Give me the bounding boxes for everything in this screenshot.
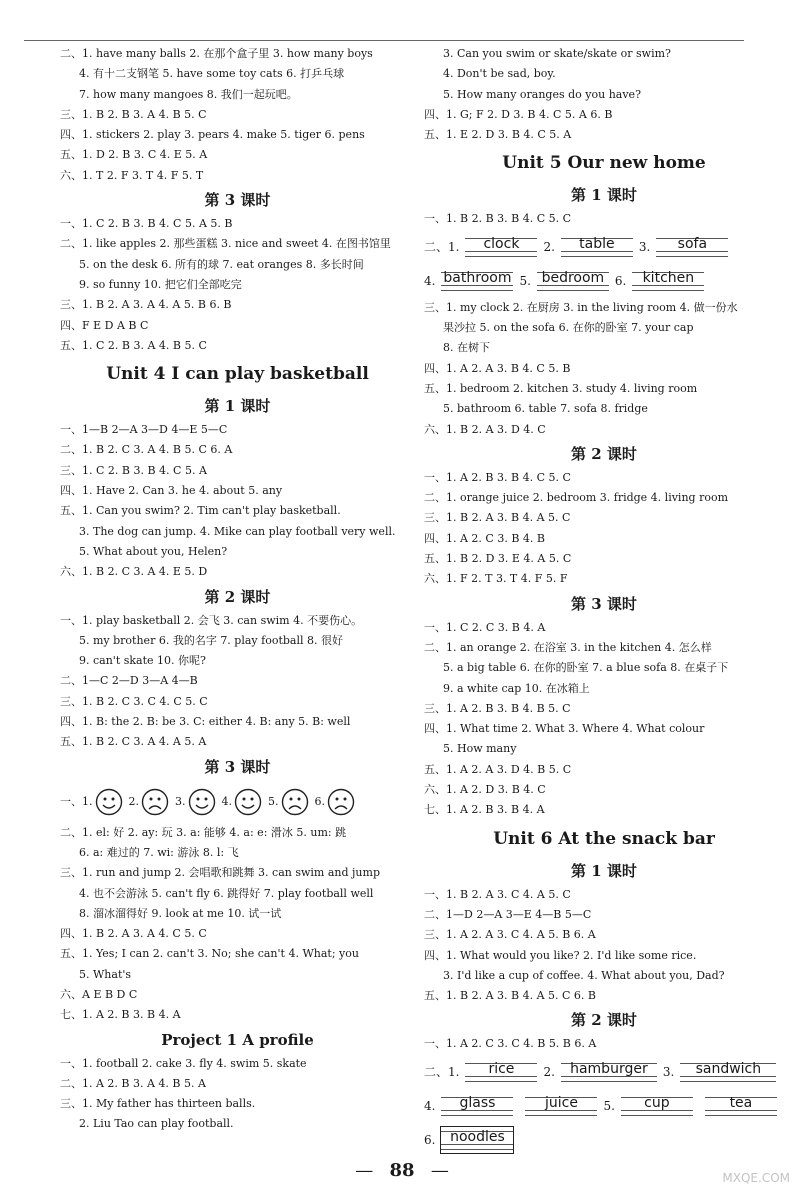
answer-line: 六、1. F 2. T 3. T 4. F 5. F: [424, 572, 568, 586]
answer-line: 六、1. B 2. C 3. A 4. E 5. D: [60, 565, 208, 579]
project-title: Project 1 A profile: [161, 1030, 314, 1049]
handwriting-word-text: bedroom: [541, 269, 605, 286]
answer-line: 三、1. A 2. B 3. B 4. B 5. C: [424, 701, 571, 715]
handwriting-word-text: rice: [488, 1060, 515, 1077]
handwriting-row: [424, 230, 784, 264]
answer-line: 四、1. What time 2. What 3. Where 4. What colour: [424, 722, 705, 736]
sad-face-icon: [141, 788, 169, 816]
answer-line: 二、1. el: 好 2. ay: 玩 3. a: 能够 4. a: e: 滑冰 5. um: 跳: [60, 825, 347, 839]
answer-line: 五、1. B 2. A 3. B 4. A 5. C 6. B: [424, 989, 596, 1003]
handwriting-word: [656, 234, 728, 260]
lesson-heading: 第 2 课时: [571, 1011, 637, 1030]
answer-line: 四、1. What would you like? 2. I'd like some rice.: [424, 948, 697, 962]
answer-line: 四、1. A 2. C 3. B 4. B: [424, 531, 545, 545]
answer-line: 8. 溜冰溜得好 9. look at me 10. 试一试: [79, 906, 282, 920]
handwriting-word-text: noodles: [450, 1128, 505, 1145]
answer-line: 六、1. T 2. F 3. T 4. F 5. T: [60, 168, 204, 182]
lesson-heading: 第 2 课时: [204, 587, 271, 606]
answer-line: 一、1. B 2. A 3. C 4. A 5. C: [424, 887, 571, 901]
answer-line: 8. 在树下: [443, 341, 490, 355]
answer-line: 一、1. B 2. B 3. B 4. C 5. C: [424, 212, 572, 226]
handwriting-row: [424, 1123, 784, 1157]
answer-line: 7. how many mangoes 8. 我们一起玩吧。: [79, 87, 298, 101]
handwriting-word: [632, 268, 704, 294]
lesson-heading: 第 3 课时: [204, 191, 271, 210]
answer-line: 一、1. A 2. C 3. C 4. B 5. B 6. A: [424, 1037, 597, 1051]
unit-title: Unit 4 I can play basketball: [106, 364, 369, 385]
answer-line: 三、1. B 2. C 3. C 4. C 5. C: [60, 694, 208, 708]
handwriting-word: [441, 1127, 513, 1153]
handwriting-word-text: sofa: [677, 235, 708, 252]
handwriting-word: [441, 1093, 513, 1119]
handwriting-word-text: cup: [644, 1094, 670, 1111]
answer-line: 六、A E B D C: [60, 987, 138, 1001]
answer-number: 2.: [543, 239, 555, 254]
answer-line: 三、1. run and jump 2. 会唱歌和跳舞 3. can swim and jump: [60, 866, 380, 880]
sad-face-icon: [327, 788, 355, 816]
face-answer-line: [60, 781, 415, 823]
lesson-heading: 第 2 课时: [571, 444, 637, 463]
answer-line: 七、1. A 2. B 3. B 4. A: [60, 1008, 181, 1022]
answer-number: 二、1.: [424, 240, 460, 255]
answer-line: 五、1. B 2. D 3. E 4. A 5. C: [424, 552, 572, 566]
handwriting-word: [621, 1093, 693, 1119]
footer-dash-left: —: [355, 1160, 374, 1181]
handwriting-word: [465, 1059, 537, 1085]
answer-line: 三、1. B 2. B 3. A 4. B 5. C: [60, 107, 207, 121]
answer-number: 4.: [221, 794, 232, 808]
handwriting-word-text: clock: [483, 235, 520, 252]
answer-line: 一、1—B 2—A 3—D 4—E 5—C: [60, 423, 228, 437]
answer-number: 6.: [424, 1132, 436, 1147]
sad-face-icon: [281, 788, 309, 816]
lesson-heading: 第 1 课时: [204, 397, 271, 416]
handwriting-word: [465, 234, 537, 260]
lesson-heading: 第 1 课时: [571, 861, 637, 880]
answer-line: 四、1. B: the 2. B: be 3. C: either 4. B: any 5. B: well: [60, 715, 351, 729]
answer-line: 二、1. like apples 2. 那些蛋糕 3. nice and sweet 4. 在图书馆里: [60, 237, 391, 251]
answer-line: 四、1. stickers 2. play 3. pears 4. make 5. tiger 6. pens: [60, 128, 365, 142]
answer-line: 3. Can you swim or skate/skate or swim?: [443, 47, 671, 60]
answer-line: 5. a big table 6. 在你的卧室 7. a blue sofa 8. 在桌子下: [443, 661, 729, 675]
answer-line: 四、1. G; F 2. D 3. B 4. C 5. A 6. B: [424, 107, 613, 121]
top-rule: [24, 40, 744, 41]
answer-number: 二、1.: [424, 1065, 460, 1080]
handwriting-word: [561, 234, 633, 260]
handwriting-word-text: juice: [544, 1094, 578, 1111]
smiley-face-icon: [188, 788, 216, 816]
lesson-heading: 第 1 课时: [571, 186, 637, 205]
handwriting-row: [424, 1055, 784, 1089]
answer-line: 二、1. A 2. B 3. A 4. B 5. A: [60, 1076, 206, 1090]
unit-title: Unit 6 At the snack bar: [493, 828, 715, 849]
lesson-heading: 第 3 课时: [204, 757, 271, 776]
smiley-face-icon: [234, 788, 262, 816]
left-column: [60, 44, 415, 1135]
handwriting-row: [424, 264, 784, 298]
answer-line: 三、1. C 2. B 3. B 4. C 5. A: [60, 463, 207, 477]
handwriting-word-text: glass: [459, 1094, 496, 1111]
handwriting-word: [525, 1093, 597, 1119]
answer-line: 4. 也不会游泳 5. can't fly 6. 跳得好 7. play football well: [79, 886, 374, 900]
answer-line: 一、1. C 2. B 3. B 4. C 5. A 5. B: [60, 217, 233, 231]
answer-line: 六、1. A 2. D 3. B 4. C: [424, 783, 546, 797]
answer-line: 二、1—C 2—D 3—A 4—B: [60, 674, 198, 688]
handwriting-word-text: tea: [729, 1094, 753, 1111]
footer-dash-right: —: [430, 1160, 449, 1181]
lesson-heading: 第 3 课时: [571, 594, 637, 613]
answer-line: 三、1. B 2. A 3. B 4. A 5. C: [424, 511, 571, 525]
answer-number: 3.: [662, 1064, 675, 1079]
answer-line: 5. What's: [79, 967, 132, 981]
watermark: MXQE.COM: [722, 1171, 790, 1185]
answer-line: 一、1. A 2. B 3. B 4. C 5. C: [424, 470, 571, 484]
answer-line: 五、1. D 2. B 3. C 4. E 5. A: [60, 148, 208, 162]
unit-title: Unit 5 Our new home: [502, 153, 706, 174]
answer-line: 六、1. B 2. A 3. D 4. C: [424, 422, 546, 436]
answer-line: 三、1. B 2. A 3. A 4. A 5. B 6. B: [60, 298, 232, 312]
answer-line: 5. How many oranges do you have?: [443, 87, 641, 101]
answer-line: 5. bathroom 6. table 7. sofa 8. fridge: [443, 402, 648, 416]
answer-number: 4.: [424, 273, 436, 288]
answer-line: 2. Liu Tao can play football.: [79, 1117, 234, 1131]
answer-line: 果沙拉 5. on the sofa 6. 在你的卧室 7. your cap: [443, 321, 694, 335]
answer-line: 3. I'd like a cup of coffee. 4. What about you, Dad?: [443, 968, 725, 982]
answer-number: 3.: [175, 794, 186, 808]
answer-number: 2.: [128, 794, 139, 808]
page-number: 88: [389, 1160, 415, 1181]
handwriting-word-text: hamburger: [570, 1060, 648, 1077]
answer-line: 四、1. Have 2. Can 3. he 4. about 5. any: [60, 484, 283, 498]
handwriting-word: [705, 1093, 777, 1119]
answer-number: 4.: [424, 1098, 436, 1113]
answer-line: 二、1. orange juice 2. bedroom 3. fridge 4. living room: [424, 491, 729, 505]
handwriting-word: [537, 268, 609, 294]
answer-number: 5.: [268, 794, 279, 808]
answer-line: 二、1. B 2. C 3. A 4. B 5. C 6. A: [60, 443, 233, 457]
answer-number: 5.: [519, 273, 531, 288]
answer-number: 2.: [543, 1064, 555, 1079]
answer-line: 5. What about you, Helen?: [79, 544, 228, 558]
answer-line: 二、1. have many balls 2. 在那个盒子里 3. how many boys: [60, 47, 373, 60]
answer-number: 6.: [614, 273, 627, 288]
answer-line: 四、1. B 2. A 3. A 4. C 5. C: [60, 927, 207, 941]
answer-line: 6. a: 难过的 7. wi: 游泳 8. l: 飞: [79, 845, 239, 859]
answer-line: 5. How many: [443, 742, 517, 756]
answer-number: 3.: [638, 239, 651, 254]
answer-line: 3. The dog can jump. 4. Mike can play football very well.: [79, 524, 396, 538]
answer-line: 一、1. C 2. C 3. B 4. A: [424, 620, 546, 634]
answer-line: 一、1. play basketball 2. 会飞 3. can swim 4. 不要伤心。: [60, 613, 363, 627]
answer-line: 五、1. Can you swim? 2. Tim can't play basketball.: [60, 504, 341, 518]
answer-line: 五、1. A 2. A 3. D 4. B 5. C: [424, 762, 572, 776]
handwriting-row: [424, 1089, 784, 1123]
answer-line: 五、1. C 2. B 3. A 4. B 5. C: [60, 338, 207, 352]
handwriting-word-text: bathroom: [443, 269, 512, 286]
answer-line: 七、1. A 2. B 3. B 4. A: [424, 803, 545, 817]
answer-line: 五、1. B 2. C 3. A 4. A 5. A: [60, 735, 207, 749]
answer-line: 9. can't skate 10. 你呢?: [79, 654, 206, 668]
handwriting-word: [561, 1059, 657, 1085]
answer-line: 五、1. Yes; I can 2. can't 3. No; she can't 4. What; you: [60, 947, 359, 961]
answer-line: 9. so funny 10. 把它们全部吃完: [79, 277, 242, 291]
smiley-face-icon: [95, 788, 123, 816]
answer-line: 5. my brother 6. 我的名字 7. play football 8. 很好: [79, 633, 343, 647]
handwriting-word: [441, 268, 513, 294]
handwriting-word-text: kitchen: [642, 269, 695, 286]
answer-line: 四、F E D A B C: [60, 318, 149, 332]
answer-line: 三、1. A 2. A 3. C 4. A 5. B 6. A: [424, 928, 596, 942]
answer-line: 4. Don't be sad, boy.: [443, 67, 556, 81]
handwriting-word: [680, 1059, 776, 1085]
answer-number: 6.: [314, 794, 325, 808]
answer-line: 一、1. football 2. cake 3. fly 4. swim 5. skate: [60, 1056, 307, 1070]
answer-line: 三、1. my clock 2. 在厨房 3. in the living room 4. 做一份水: [424, 300, 738, 314]
answer-line: 三、1. My father has thirteen balls.: [60, 1097, 256, 1111]
answer-line: 四、1. A 2. A 3. B 4. C 5. B: [424, 361, 571, 375]
answer-line: 二、1—D 2—A 3—E 4—B 5—C: [424, 907, 592, 921]
answer-line: 五、1. E 2. D 3. B 4. C 5. A: [424, 128, 572, 142]
right-column: [424, 44, 784, 1157]
answer-number: 5.: [603, 1098, 615, 1113]
handwriting-word-text: sandwich: [695, 1060, 762, 1077]
answer-line: 5. on the desk 6. 所有的球 7. eat oranges 8. 多长时间: [79, 257, 364, 271]
answer-label: 一、1.: [60, 794, 93, 808]
answer-line: 二、1. an orange 2. 在浴室 3. in the kitchen 4. 怎么样: [424, 640, 712, 654]
answer-line: 五、1. bedroom 2. kitchen 3. study 4. living room: [424, 381, 698, 395]
answer-line: 9. a white cap 10. 在冰箱上: [443, 681, 590, 695]
answer-line: 4. 有十二支钢笔 5. have some toy cats 6. 打乒乓球: [79, 67, 345, 81]
handwriting-word-text: table: [579, 235, 615, 252]
